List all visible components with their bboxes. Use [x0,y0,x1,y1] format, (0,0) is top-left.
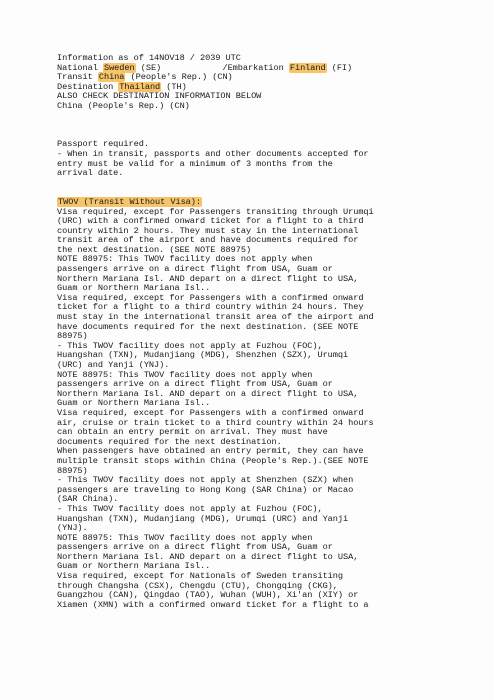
national-country-highlight: Sweden [103,62,135,73]
twov-line: ticket for a flight to a third country within 24 hours. They [57,302,364,313]
embark-code: (FI) [326,62,353,73]
transit-label: Transit [57,72,98,83]
dest-country-highlight: Thailand [119,81,161,92]
twov-line: 88975) [57,331,88,342]
twov-line: NOTE 88975: This TWOV facility does not apply when [57,532,313,543]
also-country-line: China (People's Rep.) (CN) [57,100,190,111]
twov-line: Huangshan (TXN), Mudanjiang (MDG), Shenzhen (SZX), Urumqi [57,350,349,361]
passport-line-2: entry must be valid for a minimum of 3 months from the [57,158,333,169]
twov-line: Visa required, except for Nationals of Sweden transiting [57,571,343,582]
twov-line: the next destination. (SEE NOTE 88975) [57,244,252,255]
twov-line: documents required for the next destination. [57,436,282,447]
also-check-line: ALSO CHECK DESTINATION INFORMATION BELOW [57,91,262,102]
twov-line: transit area of the airport and have documents required for [57,235,359,246]
twov-line: have documents required for the next destination. (SEE NOTE [57,321,359,332]
twov-line: - This TWOV facility does not apply at Fuzhou (FOC), [57,340,323,351]
national-code: (SE) [135,62,162,73]
info-label: Information as of [57,53,149,63]
twov-line: 88975) [57,465,88,476]
twov-line: Guam or Northern Mariana Isl.. [57,398,211,409]
twov-heading: TWOV (Transit Without Visa): [58,196,201,207]
info-value: 14NOV18 / 2039 UTC [148,53,241,63]
passport-required: Passport required. [57,139,149,150]
twov-line: Northern Mariana Isl. AND depart on a direct flight to USA, [57,551,359,562]
twov-line: multiple transit stops within China (People's Rep.).(SEE NOTE [57,455,369,466]
twov-line: passengers arrive on a direct flight from USA, Guam or [57,542,333,553]
transit-rest: (People's Rep.) (CN) [125,72,233,83]
passport-line-3: arrival date. [57,168,124,179]
twov-line: passengers are traveling to Hong Kong (SAR China) or Macao [57,484,354,495]
dest-code: (TH) [161,81,187,92]
twov-line: passengers arrive on a direct flight from USA, Guam or [57,264,333,275]
twov-line: (URC) and Yanji (YNJ). [57,360,170,370]
twov-line: passengers arrive on a direct flight from USA, Guam or [57,379,333,390]
twov-line: Visa required, except for Passengers with a confirmed onward [57,292,364,303]
travel-document-text [57,54,485,610]
twov-line: air, cruise or train ticket to a third country within 24 hours [57,417,374,428]
embark-country-highlight: Finland [289,62,326,73]
twov-line: must stay in the international transit area of the airport and [57,312,374,323]
twov-line: Xiamen (XMN) with a confirmed onward ticket for a flight to a [57,599,369,610]
twov-line: (SAR China). [57,494,119,505]
twov-line: through Changsha (CSX), Chengdu (CTU), Chongqing (CKG), [57,580,338,591]
passport-line-1: - When in transit, passports and other documents accepted for [57,148,369,159]
transit-country-highlight: China [98,72,125,83]
twov-line: Visa required, except for Passengers with a confirmed onward [57,407,364,418]
twov-line: Northern Mariana Isl. AND depart on a direct flight to USA, [57,273,359,284]
twov-line: Northern Mariana Isl. AND depart on a direct flight to USA, [57,388,359,399]
twov-line: country within 2 hours. They must stay in the international [57,225,359,236]
twov-line: Visa required, except for Passengers transiting through Urumqi [57,206,374,217]
twov-line: NOTE 88975: This TWOV facility does not apply when [57,369,313,380]
twov-line: When passengers have obtained an entry permit, they can have [57,446,364,457]
national-label: National [57,62,103,73]
twov-line: Guam or Northern Mariana Isl.. [57,283,211,294]
twov-line: NOTE 88975: This TWOV facility does not apply when [57,254,313,265]
twov-body [57,208,485,611]
twov-line: - This TWOV facility does not apply at Fuzhou (FOC), [57,503,323,514]
twov-line: (YNJ). [57,523,88,534]
dest-label: Destination [57,81,119,92]
twov-line: Huangshan (TXN), Mudanjiang (MDG), Urumqi (URC) and Yanji [57,513,349,524]
twov-line: can obtain an entry permit on arrival. They must have [57,427,328,438]
twov-line: - This TWOV facility does not apply at Shenzhen (SZX) when [57,475,354,486]
twov-line: Guam or Northern Mariana Isl.. [57,561,211,572]
embark-label: /Embarkation [161,62,289,73]
twov-line: Guangzhou (CAN), Qingdao (TAO), Wuhan (WUH), Xi'an (XIY) or [57,590,359,601]
twov-line: (URC) with a confirmed onward ticket for a flight to a third [57,216,364,227]
